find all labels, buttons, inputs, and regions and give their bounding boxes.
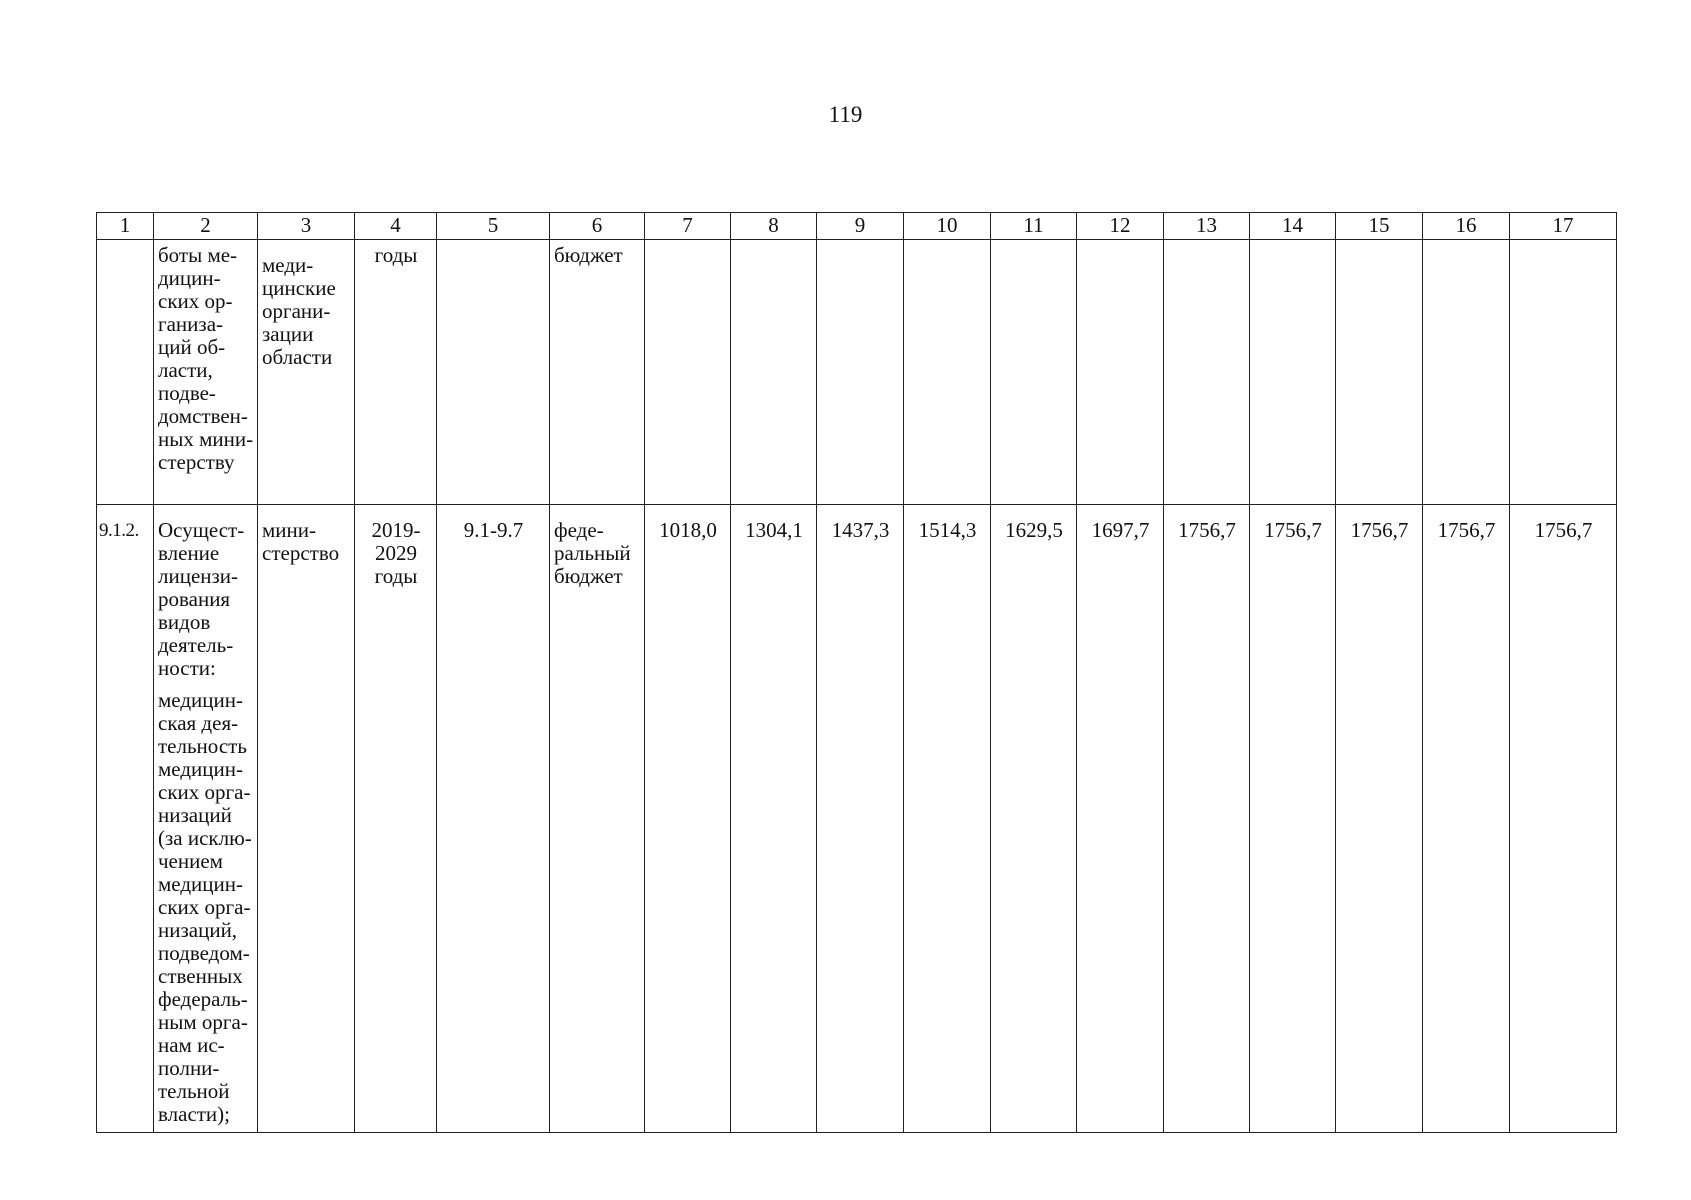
text-line: 2029: [375, 541, 417, 565]
table-row: [97, 240, 1617, 505]
value-cell: [904, 240, 991, 505]
text-line: дицин-: [158, 266, 221, 290]
header-cell: 5: [437, 213, 550, 240]
term-cell: [355, 505, 437, 1133]
header-cell: 13: [1164, 213, 1250, 240]
text-line: годы: [374, 564, 418, 588]
text-line: медицин-: [158, 872, 243, 896]
header-cell: 1: [97, 213, 154, 240]
text-line: ских орга-: [158, 895, 251, 919]
funding-source-cell: [550, 505, 645, 1133]
text-line: тельность: [158, 734, 247, 758]
text-line: феде-: [554, 518, 604, 542]
measure-name-cell: [154, 505, 258, 1133]
text-line: (за исклю-: [158, 826, 252, 850]
text-line: чением: [158, 849, 223, 873]
value-cell: 1756,7: [1250, 505, 1336, 1133]
text-line: меди-: [262, 253, 314, 277]
header-cell: 17: [1510, 213, 1617, 240]
header-cell: 2: [154, 213, 258, 240]
executor-cell: [258, 240, 355, 505]
text-line: ным орга-: [158, 1010, 248, 1034]
column-number-row: [97, 213, 1617, 240]
text-line: низаций,: [158, 918, 238, 942]
row-number-cell: [97, 240, 154, 505]
text-line: власти);: [158, 1102, 231, 1126]
value-cell: 1018,0: [645, 505, 731, 1133]
text-line: нам ис-: [158, 1033, 225, 1057]
value-cell: 1756,7: [1423, 505, 1510, 1133]
text-line: видов: [158, 610, 211, 634]
value-cell: [1423, 240, 1510, 505]
executor-cell: [258, 505, 355, 1133]
measure-name-cell: [154, 240, 258, 505]
text-line: ская дея-: [158, 711, 239, 735]
text-line: тельной: [158, 1079, 230, 1103]
text-line: ральный: [554, 541, 631, 565]
header-cell: 16: [1423, 213, 1510, 240]
value-cell: [1336, 240, 1423, 505]
value-cell: [991, 240, 1077, 505]
value-cell: 1514,3: [904, 505, 991, 1133]
text-line: стерству: [158, 450, 235, 474]
header-cell: 11: [991, 213, 1077, 240]
header-cell: 15: [1336, 213, 1423, 240]
text-line: органи-: [262, 299, 331, 323]
text-line: вление: [158, 541, 220, 565]
value-cell: [1164, 240, 1250, 505]
header-cell: 12: [1077, 213, 1164, 240]
text-line: мини-: [262, 518, 316, 542]
text-line: ственных: [158, 964, 243, 988]
header-cell: 9: [817, 213, 904, 240]
header-cell: 4: [355, 213, 437, 240]
indicator-link-cell: [437, 240, 550, 505]
program-table: [96, 212, 1617, 1133]
indicator-link-cell: 9.1-9.7: [437, 505, 550, 1133]
text-line: Осущест-: [158, 518, 245, 542]
text-line: ганиза-: [158, 312, 224, 336]
text-line: 2019-: [371, 518, 421, 542]
value-cell: 1756,7: [1336, 505, 1423, 1133]
funding-source-cell: бюджет: [550, 240, 645, 505]
value-cell: [1077, 240, 1164, 505]
page-number: 119: [828, 102, 863, 127]
term-cell: годы: [355, 240, 437, 505]
row-number-cell: 9.1.2.: [97, 505, 154, 1133]
header-cell: 6: [550, 213, 645, 240]
value-cell: 1629,5: [991, 505, 1077, 1133]
table-row: [97, 505, 1617, 1133]
text-line: лицензи-: [158, 564, 239, 588]
value-cell: [645, 240, 731, 505]
text-line: полни-: [158, 1056, 220, 1080]
value-cell: 1697,7: [1077, 505, 1164, 1133]
text-line: федераль-: [158, 987, 248, 1011]
text-line: подведом-: [158, 941, 250, 965]
text-line: медицин-: [158, 757, 243, 781]
text-line: бюджет: [554, 564, 623, 588]
header-cell: 3: [258, 213, 355, 240]
header-cell: 14: [1250, 213, 1336, 240]
text-line: рования: [158, 587, 231, 611]
text-line: ных мини-: [158, 427, 254, 451]
text-line: медицин-: [158, 688, 243, 712]
text-line: ских ор-: [158, 289, 233, 313]
value-cell: 1756,7: [1164, 505, 1250, 1133]
value-cell: 1756,7: [1510, 505, 1617, 1133]
header-cell: 10: [904, 213, 991, 240]
text-line: подве-: [158, 381, 216, 405]
text-line: ций об-: [158, 335, 226, 359]
text-line: ских орга-: [158, 780, 251, 804]
text-line: низаций: [158, 803, 232, 827]
text-line: цинские: [262, 276, 336, 300]
text-line: стерство: [262, 541, 340, 565]
text-line: области: [262, 345, 333, 369]
value-cell: 1304,1: [731, 505, 817, 1133]
text-line: ласти,: [158, 358, 213, 382]
value-cell: [817, 240, 904, 505]
header-cell: 7: [645, 213, 731, 240]
text-line: ности:: [158, 656, 216, 680]
value-cell: 1437,3: [817, 505, 904, 1133]
text-line: боты ме-: [158, 243, 238, 267]
text-line: зации: [262, 322, 314, 346]
text-line: домствен-: [158, 404, 248, 428]
value-cell: [1250, 240, 1336, 505]
text-line: деятель-: [158, 633, 234, 657]
value-cell: [731, 240, 817, 505]
value-cell: [1510, 240, 1617, 505]
header-cell: 8: [731, 213, 817, 240]
